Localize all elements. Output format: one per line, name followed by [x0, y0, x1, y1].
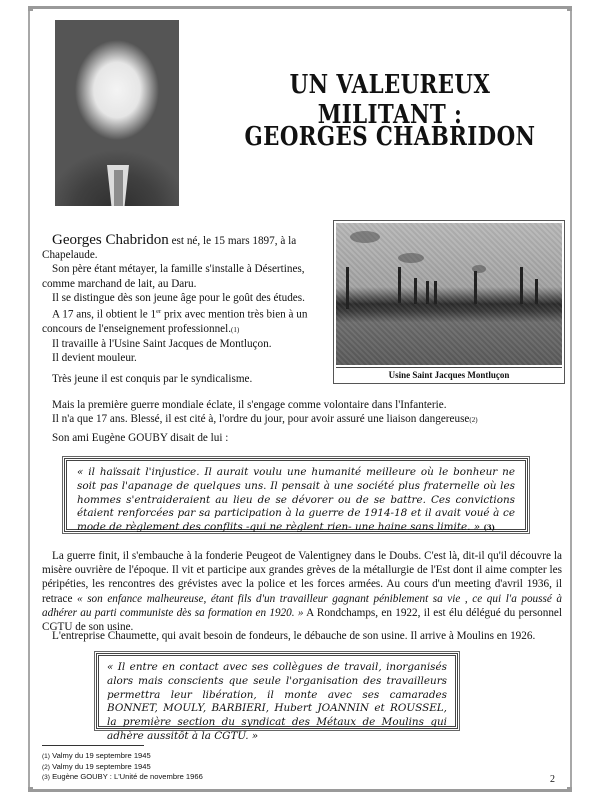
footnote-item — [42, 772, 203, 783]
smoke-plume — [350, 231, 380, 243]
postwar-text-cont: A Rondchamps, en 1922, il est élu délégué du personnel CGTU de son usine. — [42, 606, 562, 634]
footnote-divider — [42, 745, 144, 746]
chimney — [426, 281, 429, 304]
gouby-quote-box — [64, 458, 528, 532]
factory-caption: Usine Saint Jacques Montluçon — [336, 367, 562, 382]
footnote-ref: (3) — [483, 523, 495, 533]
war-paragraph: Mais la première guerre mondiale éclate, il s'engage comme volontaire dans l'Infanterie. — [52, 399, 447, 411]
factory-figure — [333, 220, 565, 384]
moulins-quote-box — [96, 653, 458, 742]
meeting-quote: « son enfance malheureuse, étant fils d'un travailleur gagnant péniblement sa vie , ce qui l'a poussé à adhérer au parti communiste dès sa formation en 1920. » — [42, 592, 563, 619]
intro-paragraph — [42, 305, 332, 337]
chimney — [535, 279, 538, 304]
portrait-photo — [55, 20, 179, 206]
footnote-number: (2) — [42, 763, 50, 771]
page-number: 2 — [550, 774, 555, 785]
postwar-paragraph — [42, 549, 562, 634]
footnote-text: Valmy du 19 septembre 1945 — [52, 761, 151, 771]
footnote-ref: (1) — [231, 325, 240, 334]
chaumette-paragraph: L'entreprise Chaumette, qui avait besoin de fondeurs, le débauche de son usine. Il arrive à Moulins en 1926. — [52, 630, 536, 642]
lead-name: Georges Chabridon — [52, 232, 169, 248]
gouby-quote-text: « il haïssait l'injustice. Il aurait voulu une humanité meilleure où le bonheur ne soit pas l'apanage de quelques uns. Il pensait à une société plus fraternelle où les hommes s'entraideraient au lieu de se dévorer ou de se battre. Ces convictions étaient renforcées par sa participation à la guerre de 1914-18 et il avait voué à ce mode de règlement des conflits -qui ne règlent rien- une haine sans limite. » — [77, 466, 515, 534]
intro-paragraph: Il se distingue dès son jeune âge pour le goût des études. — [52, 291, 305, 304]
smoke-plume — [398, 253, 424, 263]
corner-ornament — [567, 6, 572, 11]
chimney — [346, 267, 349, 309]
intro-birth-text: est né, le 15 mars 1897, à la Chapelaude. — [42, 235, 297, 262]
intro-paragraph: Il devient mouleur. — [52, 352, 137, 365]
corner-ornament — [28, 787, 33, 792]
moulins-quote-text: « Il entre en contact avec ses collègues de travail, inorganisés alors mais conscients que seule l'organisation des travailleurs permettra leur libération, il monte avec ses camarades BONNET, MOULY, BARBIERI, Hubert JOANNIN et ROUSSEL, la première section du syndicat des Métaux de Moulins qui adhère aussitôt à la CGTU. » — [107, 661, 447, 742]
footnote-number: (3) — [42, 774, 50, 782]
chimney — [434, 281, 437, 304]
page-title-line1: UN VALEUREUX MILITANT : — [289, 70, 491, 130]
factory-photo — [336, 223, 562, 365]
chimney — [398, 267, 401, 303]
intro-section — [42, 233, 332, 386]
intro-prize-text: A 17 ans, il obtient le 1 — [52, 308, 157, 321]
footnote-item — [42, 751, 203, 762]
intro-prize-text-cont: prix avec mention très bien à un concours de l'enseignement professionnel. — [42, 308, 308, 335]
intro-paragraph — [42, 233, 332, 262]
footnote-number: (1) — [42, 753, 50, 760]
intro-paragraph: Son père étant métayer, la famille s'installe à Désertines, comme marchand de lait, au Daru. — [42, 263, 305, 290]
corner-ornament — [28, 6, 33, 11]
chimney — [474, 271, 477, 304]
friend-intro: Son ami Eugène GOUBY disait de lui : — [52, 432, 229, 444]
intro-paragraph: Très jeune il est conquis par le syndicalisme. — [52, 372, 253, 385]
portrait-tie — [114, 170, 123, 206]
war-paragraph — [42, 412, 562, 427]
corner-ornament — [567, 787, 572, 792]
footnote-item — [42, 762, 203, 773]
chimney — [414, 278, 417, 304]
postwar-text: La guerre finit, il s'embauche à la fonderie Peugeot de Valentigney dans le Doubs. C'est là, dit-il qu'il découvre la misère ouvrière de l'époque. Il vit et participe aux grandes grèves de la métallurgie de l'Est dont il aime compter les péripéties, les rencontres des grévistes avec la police et les forces armées. Au cours d'un meeting d'avril 1936, il retrace — [42, 550, 562, 605]
page-title-line2: GEORGES CHABRIDON — [244, 122, 536, 152]
footnote-ref: (2) — [469, 416, 478, 424]
war-injury-text: Il n'a que 17 ans. Blessé, il est cité à, l'ordre du jour, pour avoir assuré une liaison dangereuse — [52, 413, 470, 425]
footnote-text: Valmy du 19 septembre 1945 — [52, 751, 151, 760]
footnotes — [42, 751, 203, 783]
superscript: er — [156, 308, 162, 316]
chimney — [520, 267, 523, 304]
intro-paragraph: Il travaille à l'Usine Saint Jacques de Montluçon. — [52, 338, 272, 351]
footnote-text: Eugène GOUBY : L'Unité de novembre 1966 — [52, 772, 203, 782]
